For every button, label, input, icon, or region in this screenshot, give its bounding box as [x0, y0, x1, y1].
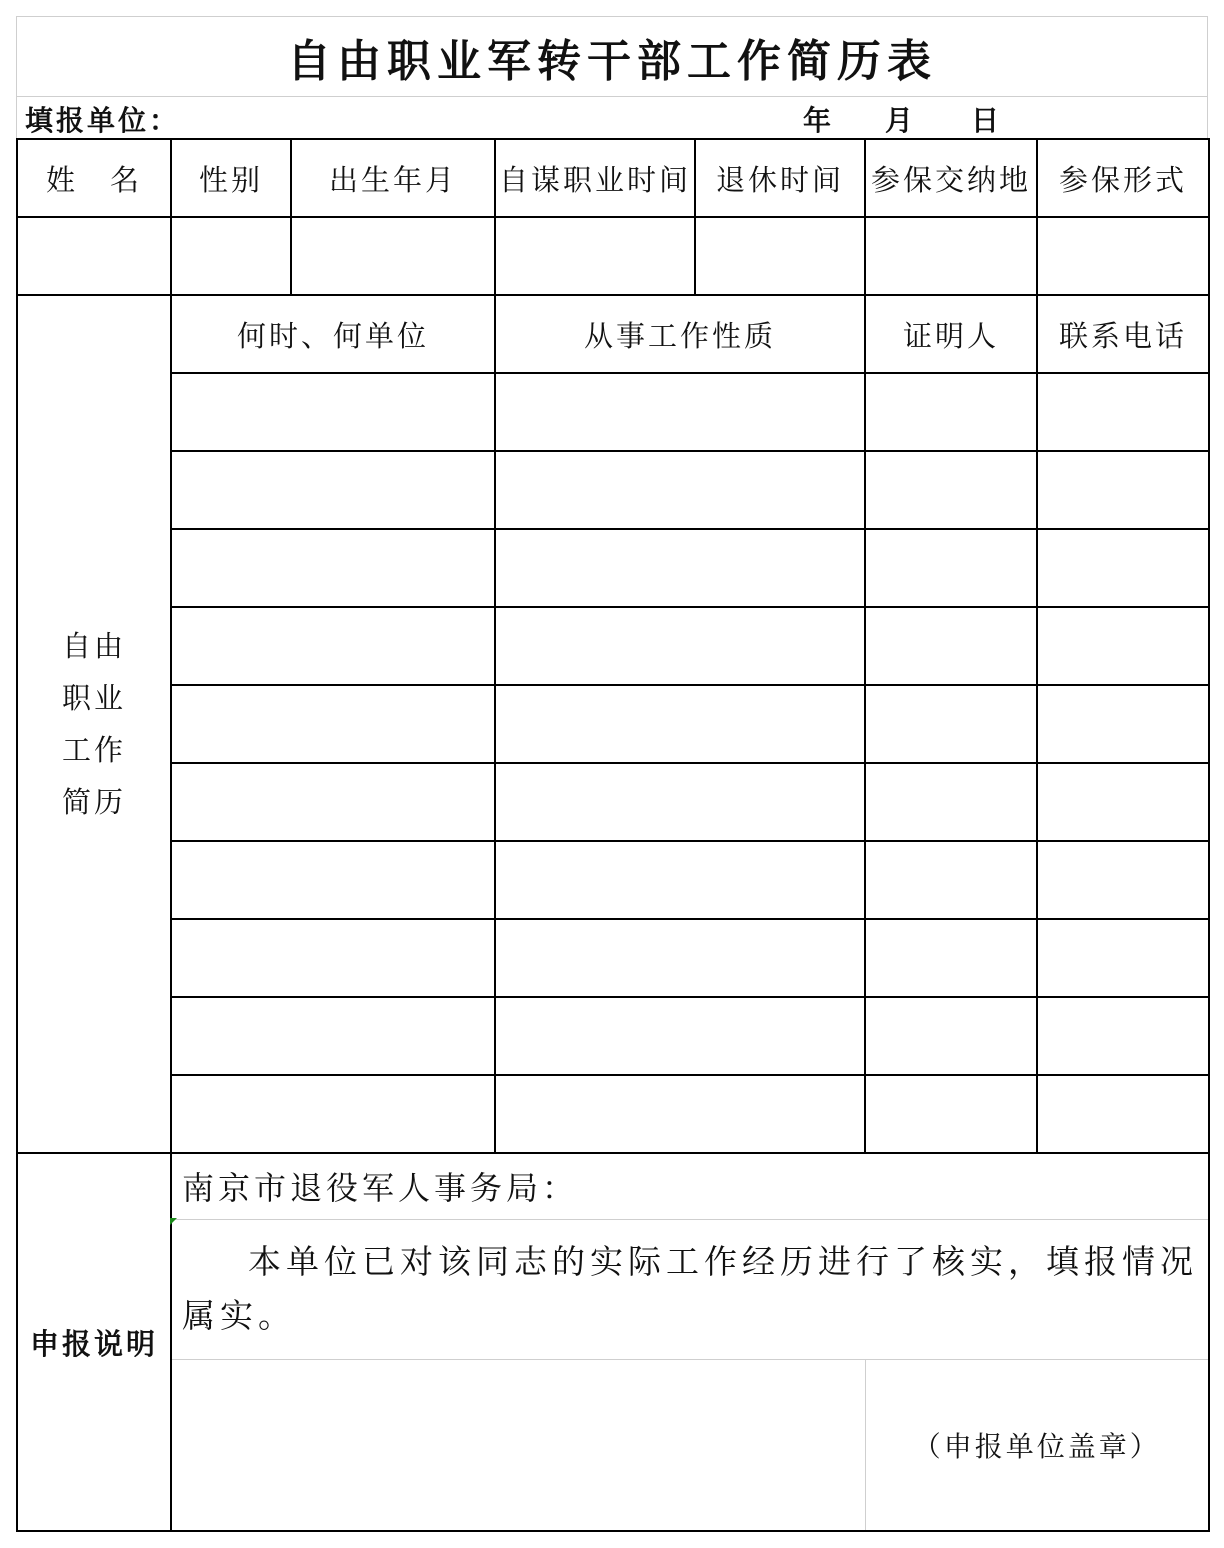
cell-work-nature[interactable] [495, 373, 865, 451]
cell-when-where[interactable] [171, 451, 495, 529]
declaration-statement: 本单位已对该同志的实际工作经历进行了核实，填报情况属实。 [171, 1219, 1209, 1359]
cell-work-nature[interactable] [495, 685, 865, 763]
cell-witness[interactable] [865, 529, 1037, 607]
cell-witness[interactable] [865, 1075, 1037, 1153]
table-row [17, 997, 1209, 1075]
input-insurance-type[interactable] [1037, 217, 1209, 295]
cell-phone[interactable] [1037, 451, 1209, 529]
cell-work-nature[interactable] [495, 919, 865, 997]
year-label: 年 [803, 104, 832, 137]
header-when-where: 何时、何单位 [171, 295, 495, 373]
cell-phone[interactable] [1037, 919, 1209, 997]
cell-phone[interactable] [1037, 997, 1209, 1075]
header-work-nature: 从事工作性质 [495, 295, 865, 373]
cell-witness[interactable] [865, 685, 1037, 763]
month-label: 月 [885, 104, 914, 137]
history-label-line: 简历 [61, 785, 126, 819]
table-row [17, 373, 1209, 451]
input-gender[interactable] [171, 217, 291, 295]
cell-work-nature[interactable] [495, 529, 865, 607]
cell-phone[interactable] [1037, 529, 1209, 607]
input-self-employed-time[interactable] [495, 217, 695, 295]
history-label-line: 工作 [61, 733, 126, 767]
cell-work-nature[interactable] [495, 607, 865, 685]
input-retire-time[interactable] [695, 217, 865, 295]
cell-witness[interactable] [865, 607, 1037, 685]
meta-row [16, 96, 1208, 138]
cell-when-where[interactable] [171, 997, 495, 1075]
table-row [17, 685, 1209, 763]
cell-witness[interactable] [865, 997, 1037, 1075]
history-label-line: 自由 [61, 629, 126, 663]
table-row [17, 529, 1209, 607]
input-insurance-place[interactable] [865, 217, 1037, 295]
declaration-addressee: 南京市退役军人事务局： [171, 1153, 1209, 1219]
table-row [17, 763, 1209, 841]
cell-when-where[interactable] [171, 373, 495, 451]
input-name[interactable] [17, 217, 171, 295]
header-retire-time: 退休时间 [695, 139, 865, 217]
resume-form-table [16, 138, 1210, 1532]
header-witness: 证明人 [865, 295, 1037, 373]
history-label-line: 职业 [61, 681, 126, 715]
cell-work-nature[interactable] [495, 451, 865, 529]
header-insurance-place: 参保交纳地 [865, 139, 1037, 217]
header-phone: 联系电话 [1037, 295, 1209, 373]
cell-phone[interactable] [1037, 607, 1209, 685]
cell-when-where[interactable] [171, 919, 495, 997]
table-row [17, 919, 1209, 997]
cell-when-where[interactable] [171, 607, 495, 685]
cell-witness[interactable] [865, 919, 1037, 997]
declaration-blank-area[interactable] [171, 1359, 865, 1531]
cell-witness[interactable] [865, 373, 1037, 451]
form-title: 自由职业军转干部工作简历表 [16, 16, 1208, 96]
history-section-label [17, 295, 171, 1153]
cell-witness[interactable] [865, 451, 1037, 529]
cell-witness[interactable] [865, 841, 1037, 919]
header-gender: 性别 [171, 139, 291, 217]
cell-when-where[interactable] [171, 1075, 495, 1153]
cell-phone[interactable] [1037, 763, 1209, 841]
cell-phone[interactable] [1037, 841, 1209, 919]
cell-phone[interactable] [1037, 685, 1209, 763]
table-row [17, 1075, 1209, 1153]
cell-when-where[interactable] [171, 841, 495, 919]
cell-work-nature[interactable] [495, 1075, 865, 1153]
day-label: 日 [971, 104, 1000, 137]
cell-when-where[interactable] [171, 529, 495, 607]
cell-work-nature[interactable] [495, 841, 865, 919]
declaration-section-label: 申报说明 [17, 1153, 171, 1531]
declaration-seal: （申报单位盖章） [865, 1359, 1209, 1531]
header-name: 姓 名 [17, 139, 171, 217]
reporting-unit-label: 填报单位： [25, 104, 181, 137]
header-birth: 出生年月 [291, 139, 495, 217]
cell-comment-marker [170, 1218, 177, 1225]
cell-phone[interactable] [1037, 1075, 1209, 1153]
header-self-employed-time: 自谋职业时间 [495, 139, 695, 217]
table-row [17, 841, 1209, 919]
input-birth[interactable] [291, 217, 495, 295]
cell-work-nature[interactable] [495, 763, 865, 841]
table-row [17, 451, 1209, 529]
header-insurance-type: 参保形式 [1037, 139, 1209, 217]
cell-phone[interactable] [1037, 373, 1209, 451]
cell-when-where[interactable] [171, 763, 495, 841]
cell-work-nature[interactable] [495, 997, 865, 1075]
table-row [17, 607, 1209, 685]
cell-when-where[interactable] [171, 685, 495, 763]
cell-witness[interactable] [865, 763, 1037, 841]
